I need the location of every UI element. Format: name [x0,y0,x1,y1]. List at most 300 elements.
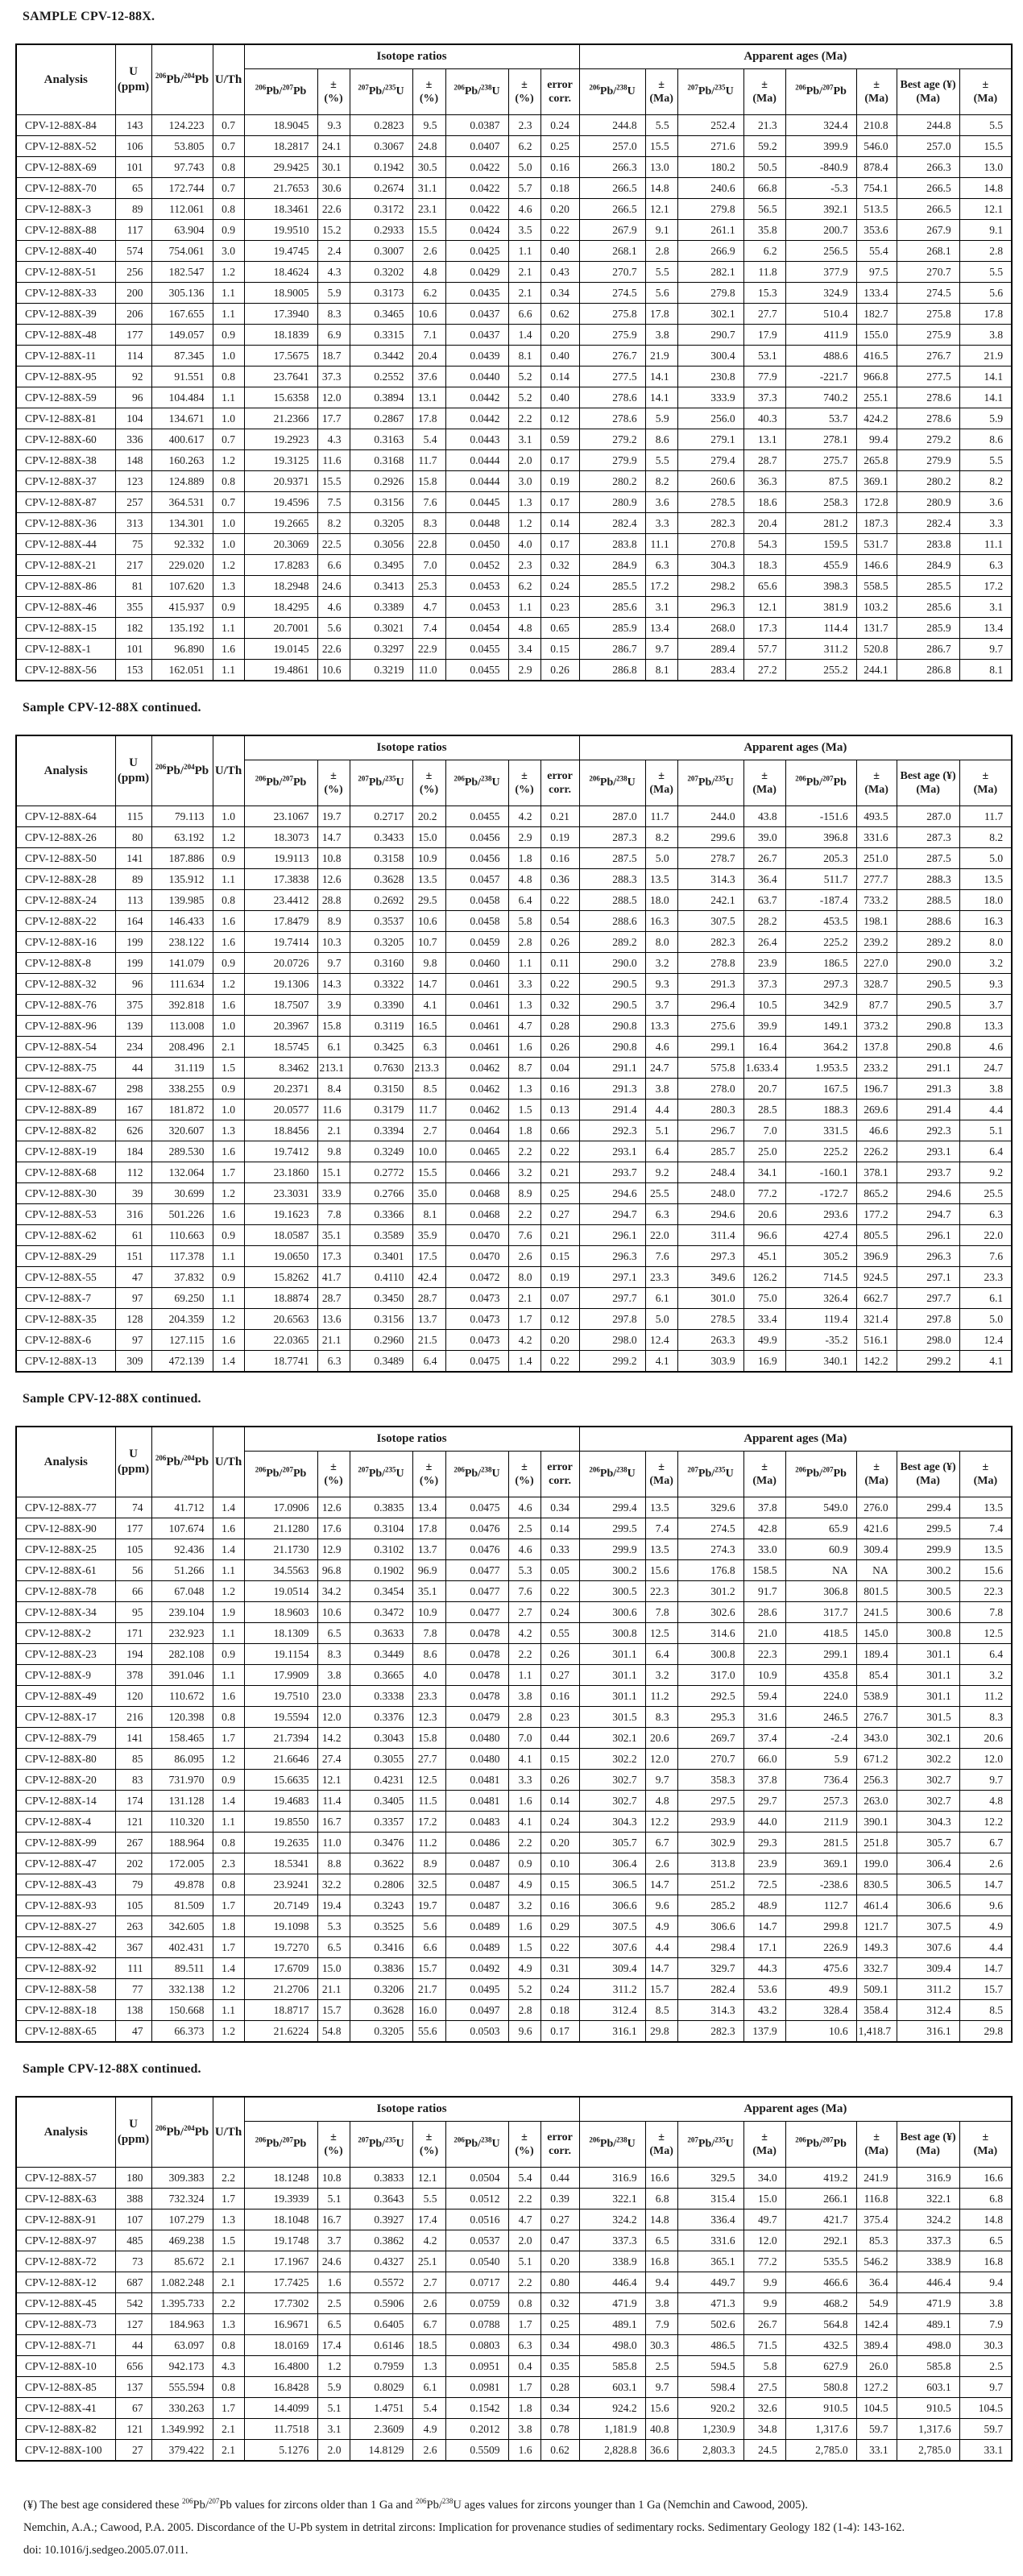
table-cell: 0.3104 [350,1518,412,1539]
table-cell: 291.1 [579,1058,645,1079]
table-cell: 714.5 [785,1267,856,1288]
table-cell: 104 [115,408,151,429]
table-cell: 0.4110 [350,1267,412,1288]
table-cell: 0.0480 [445,1728,508,1749]
table-cell: 35.1 [317,1225,350,1246]
table-cell: 0.04 [540,1058,579,1079]
analysis-id-cell: CPV-12-88X-44 [16,534,115,555]
table-cell: 0.0495 [445,1979,508,2000]
table-cell: 340.1 [785,1351,856,1373]
table-cell: 303.9 [677,1351,743,1373]
table-cell: 324.2 [897,2209,959,2230]
table-cell: 0.0442 [445,408,508,429]
table-cell: 0.36 [540,869,579,890]
col-header-u-ppm [115,44,151,115]
table-row [16,408,1012,429]
table-cell: 280.9 [579,492,645,513]
col-header-u-ppm [115,2097,151,2168]
table-cell: 18.2948 [244,576,317,597]
table-cell: 15.6635 [244,1770,317,1791]
table-cell: 275.8 [579,304,645,325]
table-cell: 8.8 [317,1853,350,1874]
u-unit-label: (ppm) [117,2133,150,2146]
table-cell: 96 [115,974,151,995]
table-cell: 302.1 [579,1728,645,1749]
table-cell: 59.7 [959,2419,1012,2440]
table-cell: 14.7 [743,1916,785,1937]
table-cell: 1.633.4 [743,1058,785,1079]
table-cell: 0.18 [540,178,579,199]
table-cell: 32.6 [743,2398,785,2419]
table-cell: 754.061 [151,241,213,262]
table-cell: 282.3 [677,513,743,534]
table-cell: 0.43 [540,262,579,283]
table-cell: 134.671 [151,408,213,429]
table-cell: 283.4 [677,660,743,681]
table-cell: 11.2 [959,1686,1012,1707]
analysis-id-cell: CPV-12-88X-97 [16,2230,115,2251]
table-cell: 4.9 [412,2419,445,2440]
table-cell: 603.1 [897,2377,959,2398]
table-cell: 13.6 [317,1309,350,1330]
table-row [16,1037,1012,1058]
table-cell: 8.2 [317,513,350,534]
table-cell: 67 [115,2398,151,2419]
best-age-label: Best age (¥) [900,78,956,91]
table-cell: 278.8 [677,953,743,974]
table-row [16,2398,1012,2419]
table-cell: 146.6 [856,555,897,576]
table-cell: 24.7 [959,1058,1012,1079]
table-cell: 375 [115,995,151,1016]
table-cell: 2.7 [412,2272,445,2293]
analysis-id-cell: CPV-12-88X-41 [16,2398,115,2419]
pct-unit-label: (%) [515,784,534,796]
table-cell: 301.5 [579,1707,645,1728]
table-row [16,2021,1012,2043]
table-cell: 0.0478 [445,1665,508,1686]
table-cell: 66.0 [743,1749,785,1770]
table-cell: 121 [115,2419,151,2440]
table-cell: 306.4 [579,1853,645,1874]
table-cell: 27.7 [412,1749,445,1770]
table-cell: 4.6 [317,597,350,618]
table-cell: 6.2 [743,241,785,262]
table-cell: 172.744 [151,178,213,199]
table-cell: 279.2 [579,429,645,450]
table-cell: 128 [115,1309,151,1330]
table-cell: 142.2 [856,1351,897,1373]
table-cell: 282.4 [677,1979,743,2000]
table-cell: 16.7 [317,1812,350,1833]
table-cell: 0.7 [213,492,244,513]
table-cell: 19.8550 [244,1812,317,1833]
table-cell: 288.6 [579,911,645,932]
table-cell: 44.3 [743,1958,785,1979]
table-cell: 471.9 [579,2293,645,2314]
table-cell: 18.8456 [244,1120,317,1141]
analysis-id-cell: CPV-12-88X-28 [16,869,115,890]
table-cell: 55.6 [412,2021,445,2043]
table-cell: 0.7 [213,429,244,450]
table-cell: 299.1 [677,1037,743,1058]
table-cell: 300.8 [579,1623,645,1644]
table-cell: 302.7 [897,1791,959,1812]
table-cell: 575.8 [677,1058,743,1079]
table-cell: 29.7 [743,1791,785,1812]
table-cell: 0.3450 [350,1288,412,1309]
table-cell: 0.3394 [350,1120,412,1141]
table-cell: 8.9 [317,911,350,932]
table-cell: 13.5 [645,1539,677,1560]
table-cell: 0.0475 [445,1497,508,1518]
table-cell: 17.8 [412,1518,445,1539]
analysis-id-cell: CPV-12-88X-90 [16,1518,115,1539]
table-cell: 3.7 [317,2230,350,2251]
table-cell: 472.139 [151,1351,213,1373]
table-cell: 186.5 [785,953,856,974]
table-cell: 291.3 [579,1079,645,1100]
table-cell: 12.0 [317,1707,350,1728]
table-cell: 14.3 [317,974,350,995]
u-pb-geochronology-table [15,1426,1013,2043]
ma-unit-label: (Ma) [649,93,673,105]
analysis-id-cell: CPV-12-88X-49 [16,1686,115,1707]
table-cell: 0.0458 [445,911,508,932]
table-cell: 0.3297 [350,639,412,660]
table-cell: 1.1 [213,1560,244,1581]
table-cell: 3.8 [959,325,1012,346]
table-cell: 8.9 [412,1853,445,1874]
table-cell: 6.1 [412,2377,445,2398]
table-section [15,1392,1013,2043]
table-cell: 255.2 [785,660,856,681]
table-cell: 489.1 [579,2314,645,2335]
table-cell: 25.3 [412,576,445,597]
table-cell: 326.4 [785,1288,856,1309]
table-cell: 11.7 [645,806,677,827]
table-cell: 0.3589 [350,1225,412,1246]
table-cell: 114 [115,346,151,367]
col-header-error-ma [645,760,677,806]
table-cell: 251.2 [677,1874,743,1895]
table-cell: 7.9 [959,2314,1012,2335]
table-cell: 286.7 [579,639,645,660]
table-cell: 0.3376 [350,1707,412,1728]
table-cell: 312.4 [897,2000,959,2021]
table-cell: 6.7 [412,2314,445,2335]
pm-symbol: ± [330,1460,337,1473]
table-cell: 10.9 [743,1665,785,1686]
table-cell: 256.0 [677,408,743,429]
table-cell: 5.6 [645,283,677,304]
table-cell: 112 [115,1162,151,1183]
table-cell: 488.6 [785,346,856,367]
table-cell: 0.3643 [350,2189,412,2209]
table-cell: 329.5 [677,2168,743,2189]
table-cell: 284.9 [897,555,959,576]
table-cell: 0.0466 [445,1162,508,1183]
table-cell: 309.4 [856,1539,897,1560]
table-cell: 39 [115,1183,151,1204]
table-cell: 276.0 [856,1497,897,1518]
table-cell: 293.7 [579,1162,645,1183]
table-row [16,995,1012,1016]
table-cell: 0.15 [540,1874,579,1895]
table-cell: 306.8 [785,1581,856,1602]
table-cell: 349.6 [677,1267,743,1288]
table-cell: 19.1306 [244,974,317,995]
table-cell: 46.6 [856,1120,897,1141]
table-row [16,1560,1012,1581]
analysis-id-cell: CPV-12-88X-3 [16,199,115,220]
table-cell: 20.0726 [244,953,317,974]
table-cell: 1.6 [213,932,244,953]
pct-unit-label: (%) [419,93,439,105]
section-title: Sample CPV-12-88X continued. [23,1392,201,1406]
table-cell: 0.26 [540,932,579,953]
analysis-id-cell: CPV-12-88X-32 [16,974,115,995]
table-cell: 416.5 [856,346,897,367]
analysis-id-cell: CPV-12-88X-51 [16,262,115,283]
table-cell: 9.9 [743,2293,785,2314]
table-cell: 18.4295 [244,597,317,618]
table-cell: 498.0 [579,2335,645,2356]
table-cell: 418.5 [785,1623,856,1644]
table-cell: 17.3 [743,618,785,639]
table-cell: 0.22 [540,890,579,911]
table-cell: 1.0 [213,513,244,534]
table-cell: 0.59 [540,429,579,450]
table-cell: 299.4 [897,1497,959,1518]
table-cell: 11.2 [412,1833,445,1853]
table-cell: 12.1 [743,597,785,618]
analysis-id-cell: CPV-12-88X-55 [16,1267,115,1288]
table-row [16,1958,1012,1979]
table-cell: 0.8 [213,471,244,492]
table-cell: 314.3 [677,869,743,890]
table-cell: 302.1 [897,1728,959,1749]
table-cell: 15.8 [412,1728,445,1749]
table-cell: 15.6 [645,1560,677,1581]
table-cell: 0.0480 [445,1749,508,1770]
col-header-error-pct [317,1452,350,1497]
ma-unit-label: (Ma) [916,1475,940,1487]
table-cell: 0.24 [540,1602,579,1623]
table-cell: 292.1 [785,2230,856,2251]
table-cell: 15.7 [317,2000,350,2021]
table-cell: 83 [115,1770,151,1791]
table-cell: 21.1730 [244,1539,317,1560]
table-cell: 17.3838 [244,869,317,890]
table-cell: 4.8 [508,618,540,639]
table-cell: 126.2 [743,1267,785,1288]
table-cell: 39.9 [743,1016,785,1037]
table-cell: 329.6 [677,1497,743,1518]
table-row [16,1351,1012,1373]
table-cell: 244.0 [677,806,743,827]
table-cell: 0.0462 [445,1058,508,1079]
table-cell: 1.9 [213,1602,244,1623]
table-cell: 0.3156 [350,1309,412,1330]
table-cell: 1.6 [213,995,244,1016]
table-cell: 18.0587 [244,1225,317,1246]
table-cell: 61 [115,1225,151,1246]
table-cell: 316 [115,1204,151,1225]
table-cell: 225.2 [785,1141,856,1162]
table-cell: 0.0460 [445,953,508,974]
table-cell: 18.7741 [244,1351,317,1373]
table-cell: 230.8 [677,367,743,387]
col-header-error-ma [743,69,785,115]
col-header-best-age [897,760,959,806]
table-cell: 0.2806 [350,1874,412,1895]
table-cell: 146.433 [151,911,213,932]
table-cell: 2.9 [508,827,540,848]
table-cell: 2.6 [412,2440,445,2462]
table-cell: 4.6 [508,1497,540,1518]
table-cell: 17.8283 [244,555,317,576]
table-cell: 181.872 [151,1100,213,1120]
table-cell: 0.21 [540,806,579,827]
table-cell: 0.55 [540,1623,579,1644]
ma-unit-label: (Ma) [864,784,888,796]
ma-unit-label: (Ma) [864,1475,888,1487]
table-row [16,1686,1012,1707]
data-table-container [15,2096,1013,2462]
table-cell: 33.4 [743,1309,785,1330]
table-cell: 8.7 [508,1058,540,1079]
table-cell: 1.4 [213,1958,244,1979]
table-cell: 176.8 [677,1560,743,1581]
table-cell: 96.8 [317,1560,350,1581]
table-cell: 301.1 [579,1686,645,1707]
pm-symbol: ± [330,2131,337,2143]
col-header-207pb-235u-age: $^{207}$Pb/$^{235}$U [677,69,743,115]
table-cell: 8.5 [959,2000,1012,2021]
table-cell: 0.14 [540,513,579,534]
table-cell: 5.0 [645,1309,677,1330]
table-cell: 3.3 [959,513,1012,534]
table-cell: 7.4 [412,618,445,639]
table-cell: 2.2 [508,1141,540,1162]
table-cell: 131.7 [856,618,897,639]
table-cell: 271.6 [677,136,743,157]
table-row [16,534,1012,555]
table-cell: 0.3156 [350,492,412,513]
analysis-id-cell: CPV-12-88X-82 [16,1120,115,1141]
table-cell: 293.6 [785,1204,856,1225]
table-cell: 0.6146 [350,2335,412,2356]
table-cell: 390.1 [856,1812,897,1833]
table-cell: 3.0 [508,471,540,492]
table-cell: 0.24 [540,576,579,597]
table-cell: 733.2 [856,890,897,911]
table-cell: 0.14 [540,367,579,387]
table-cell: 0.3056 [350,534,412,555]
table-cell: 233.2 [856,1058,897,1079]
table-cell: 23.1067 [244,806,317,827]
table-cell: 251.8 [856,1833,897,1853]
table-cell: 284.9 [579,555,645,576]
table-cell: 1.6 [213,1141,244,1162]
table-cell: 20.4 [743,513,785,534]
table-cell: 1.4 [213,1791,244,1812]
table-row [16,283,1012,304]
table-cell: 365.1 [677,2251,743,2272]
table-cell: 298 [115,1079,151,1100]
table-cell: 96.6 [743,1225,785,1246]
table-row [16,199,1012,220]
table-cell: 300.8 [677,1644,743,1665]
table-cell: 297.3 [677,1246,743,1267]
pct-unit-label: (%) [419,784,439,796]
table-cell: 63.192 [151,827,213,848]
table-cell: 263.3 [677,1330,743,1351]
table-cell: 12.1 [645,199,677,220]
table-row [16,827,1012,848]
table-cell: 296.3 [897,1246,959,1267]
table-cell: 149.1 [785,1016,856,1037]
pm-symbol: ± [521,769,528,782]
table-cell: 110.663 [151,1225,213,1246]
table-cell: 133.4 [856,283,897,304]
table-cell: 35.1 [412,1581,445,1602]
table-cell: 3.2 [645,953,677,974]
table-cell: 332.7 [856,1958,897,1979]
table-cell: 0.15 [540,1246,579,1267]
table-cell: 1.5 [213,2230,244,2251]
table-cell: 112.7 [785,1895,856,1916]
table-cell: 295.3 [677,1707,743,1728]
table-cell: 19.1098 [244,1916,317,1937]
table-cell: -172.7 [785,1183,856,1204]
table-cell: 27 [115,2440,151,2462]
table-cell: 1.0 [213,1100,244,1120]
table-cell: 23.3 [959,1267,1012,1288]
table-cell: 19.0650 [244,1246,317,1267]
table-cell: 0.26 [540,1644,579,1665]
table-cell: 364.2 [785,1037,856,1058]
table-cell: 290.5 [579,995,645,1016]
table-cell: 24.5 [743,2440,785,2462]
ma-unit-label: (Ma) [752,93,777,105]
table-cell: 0.65 [540,618,579,639]
table-cell: 21.7394 [244,1728,317,1749]
table-cell: 277.5 [897,367,959,387]
table-cell: 7.4 [959,1518,1012,1539]
table-cell: 331.6 [677,2230,743,2251]
analysis-id-cell: CPV-12-88X-89 [16,1100,115,1120]
analysis-id-cell: CPV-12-88X-2 [16,1623,115,1644]
error-label: error [547,78,573,91]
table-cell: 15.2 [317,220,350,241]
table-cell: 56.5 [743,199,785,220]
analysis-id-cell: CPV-12-88X-26 [16,827,115,848]
table-cell: 182 [115,618,151,639]
col-header-error-pct [412,760,445,806]
analysis-id-cell: CPV-12-88X-16 [16,932,115,953]
table-cell: 306.6 [579,1895,645,1916]
col-header-206pb-207pb-age: $^{206}$Pb/$^{207}$Pb [785,2122,856,2168]
table-cell: 12.0 [317,387,350,408]
analysis-id-cell: CPV-12-88X-17 [16,1707,115,1728]
table-cell: 0.2552 [350,367,412,387]
table-cell: 13.1 [412,387,445,408]
table-cell: 0.0479 [445,1707,508,1728]
table-cell: 301.1 [579,1644,645,1665]
table-cell: 288.3 [579,869,645,890]
